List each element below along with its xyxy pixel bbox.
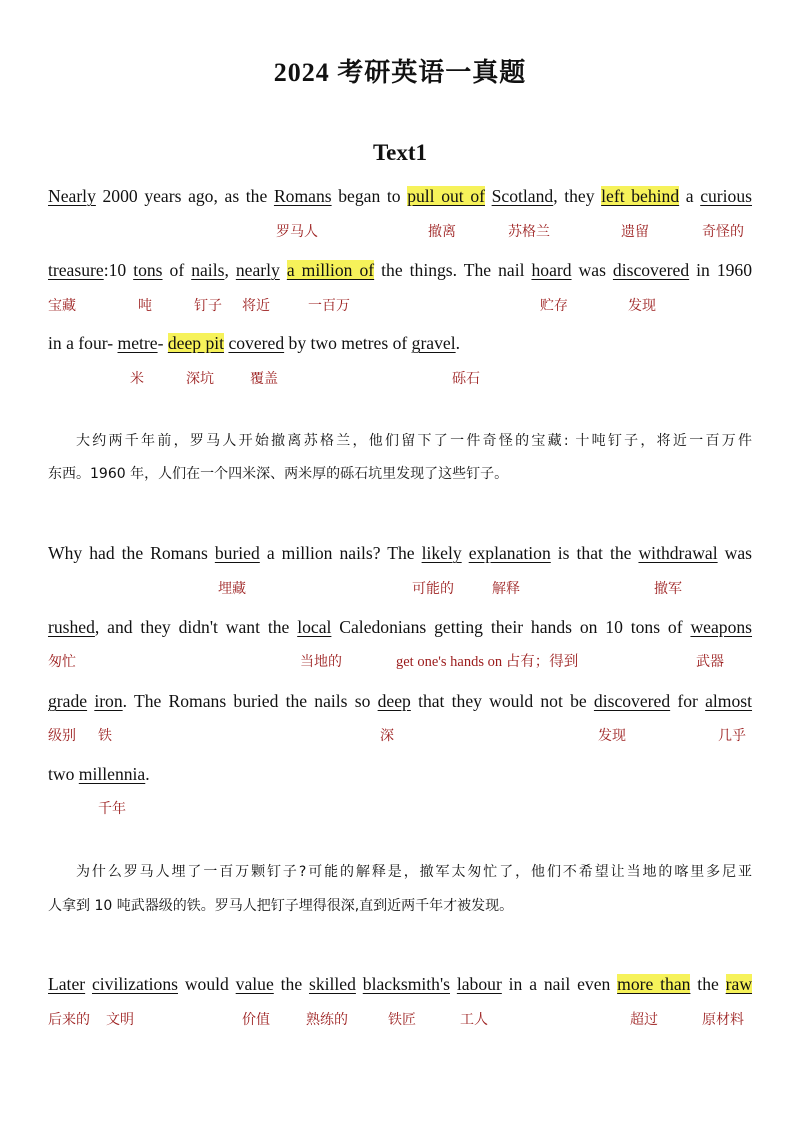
text-segment: - bbox=[157, 333, 168, 353]
vocab-word: withdrawal bbox=[638, 543, 718, 563]
gloss: 价值 bbox=[242, 1012, 270, 1028]
vocab-word: nearly bbox=[235, 260, 280, 280]
text-segment: the things. The nail bbox=[374, 260, 532, 280]
vocab-word: Nearly bbox=[48, 186, 96, 206]
text-segment: two bbox=[48, 764, 79, 784]
vocab-word: hoard bbox=[531, 260, 572, 280]
vocab-word: value bbox=[235, 974, 274, 994]
text-segment: would bbox=[177, 974, 236, 994]
text-segment: was bbox=[717, 543, 753, 563]
p2-translation-line-1: 为什么罗马人埋了一百万颗钉子?可能的解释是，撤军太匆忙了，他们不希望让当地的喀里多尼亚 bbox=[76, 864, 752, 880]
vocab-word: millennia bbox=[78, 764, 146, 784]
vocab-word: blacksmith's bbox=[362, 974, 450, 994]
text-segment bbox=[450, 974, 457, 994]
vocab-word: Romans bbox=[273, 186, 332, 206]
vocab-word: curious bbox=[700, 186, 752, 206]
gloss: 当地的 bbox=[300, 654, 342, 670]
vocab-word: explanation bbox=[468, 543, 551, 563]
gloss: 后来的 bbox=[48, 1012, 90, 1028]
text-segment: began to bbox=[331, 186, 408, 206]
vocab-word: iron bbox=[94, 691, 123, 711]
text-segment: in a nail even bbox=[501, 974, 618, 994]
gloss: 匆忙 bbox=[48, 654, 76, 670]
text-segment: by two metres of bbox=[284, 333, 412, 353]
vocab-word: metre bbox=[117, 333, 158, 353]
gloss: 罗马人 bbox=[276, 224, 318, 240]
gloss: 几乎 bbox=[718, 728, 746, 744]
text-segment: , bbox=[224, 260, 236, 280]
vocab-word: grade bbox=[48, 691, 88, 711]
vocab-word: almost bbox=[705, 691, 753, 711]
vocab-word: more than bbox=[617, 974, 691, 994]
gloss: 宝藏 bbox=[48, 298, 76, 314]
p2-translation-line-2: 人拿到 10 吨武器级的铁。罗马人把钉子埋得很深,直到近两千年才被发现。 bbox=[48, 898, 514, 914]
gloss: get one's hands on 占有；得到 bbox=[396, 654, 579, 670]
text-segment: the bbox=[690, 974, 726, 994]
vocab-word: treasure bbox=[48, 260, 104, 280]
text-segment: a bbox=[679, 186, 701, 206]
text-segment: for bbox=[670, 691, 706, 711]
gloss: 原材料 bbox=[702, 1012, 744, 1028]
gloss: 发现 bbox=[628, 298, 656, 314]
p1-line-1 bbox=[48, 184, 752, 208]
vocab-word: gravel bbox=[411, 333, 456, 353]
page-title: 2024 考研英语一真题 bbox=[273, 58, 527, 87]
gloss: 苏格兰 bbox=[508, 224, 550, 240]
gloss: 千年 bbox=[98, 801, 126, 817]
vocab-word: discovered bbox=[612, 260, 690, 280]
gloss: 工人 bbox=[460, 1012, 488, 1028]
gloss: 铁匠 bbox=[388, 1012, 416, 1028]
p1-translation-line-1: 大约两千年前，罗马人开始撤离苏格兰，他们留下了一件奇怪的宝藏: 十吨钉子，将近一百万件 bbox=[76, 433, 752, 449]
text-segment bbox=[356, 974, 363, 994]
p3-line-1 bbox=[48, 972, 752, 996]
text-segment: in 1960 bbox=[689, 260, 753, 280]
text-segment: . The Romans buried the nails so bbox=[122, 691, 378, 711]
vocab-word: weapons bbox=[690, 617, 753, 637]
text-segment: was bbox=[571, 260, 613, 280]
gloss: 撤离 bbox=[428, 224, 456, 240]
gloss: 遗留 bbox=[621, 224, 649, 240]
text-segment: . bbox=[145, 764, 150, 784]
text-segment: is that the bbox=[550, 543, 639, 563]
vocab-word: civilizations bbox=[91, 974, 178, 994]
vocab-word: labour bbox=[456, 974, 502, 994]
p1-line-2 bbox=[48, 258, 752, 282]
gloss: 奇怪的 bbox=[702, 224, 744, 240]
gloss: 深坑 bbox=[186, 371, 214, 387]
text-segment: Why had the Romans bbox=[48, 543, 215, 563]
gloss: 撤军 bbox=[654, 581, 682, 597]
p1-translation-line-2: 东西。1960 年，人们在一个四米深、两米厚的砾石坑里发现了这些钉子。 bbox=[48, 466, 509, 482]
vocab-word: tons bbox=[133, 260, 163, 280]
vocab-word: Scotland bbox=[491, 186, 554, 206]
text-segment: . bbox=[455, 333, 461, 353]
text-segment: 2000 years ago, as the bbox=[95, 186, 274, 206]
vocab-word: deep pit bbox=[167, 333, 225, 353]
p2-line-2 bbox=[48, 615, 752, 639]
gloss: 武器 bbox=[696, 654, 724, 670]
text-segment bbox=[485, 186, 492, 206]
gloss: 贮存 bbox=[540, 298, 568, 314]
vocab-word: Later bbox=[48, 974, 86, 994]
vocab-word: buried bbox=[214, 543, 260, 563]
gloss: 吨 bbox=[138, 298, 152, 314]
gloss: 深 bbox=[380, 728, 394, 744]
gloss: 文明 bbox=[106, 1012, 134, 1028]
text-segment bbox=[85, 974, 92, 994]
p2-line-4 bbox=[48, 762, 752, 786]
text-segment: :10 bbox=[103, 260, 134, 280]
gloss: 熟练的 bbox=[306, 1012, 348, 1028]
text-segment: that they would not be bbox=[410, 691, 594, 711]
gloss: 米 bbox=[130, 371, 144, 387]
vocab-word: discovered bbox=[593, 691, 671, 711]
text-segment: the bbox=[273, 974, 309, 994]
text-segment: Caledonians getting their hands on 10 tons of bbox=[331, 617, 691, 637]
gloss: 解释 bbox=[492, 581, 520, 597]
gloss: 铁 bbox=[98, 728, 112, 744]
gloss: 一百万 bbox=[308, 298, 350, 314]
text-segment: , they bbox=[553, 186, 602, 206]
text-segment: of bbox=[162, 260, 192, 280]
vocab-word: local bbox=[297, 617, 332, 637]
text-segment: in a four- bbox=[48, 333, 118, 353]
vocab-word: deep bbox=[377, 691, 411, 711]
gloss: 级别 bbox=[48, 728, 76, 744]
vocab-word: a million of bbox=[286, 260, 375, 280]
text-segment bbox=[280, 260, 287, 280]
vocab-word: pull out of bbox=[407, 186, 485, 206]
gloss: 超过 bbox=[630, 1012, 658, 1028]
p2-line-1 bbox=[48, 541, 752, 565]
vocab-word: left behind bbox=[601, 186, 680, 206]
text-segment bbox=[462, 543, 469, 563]
gloss: 埋藏 bbox=[218, 581, 246, 597]
vocab-word: likely bbox=[421, 543, 462, 563]
p2-line-3 bbox=[48, 689, 752, 713]
gloss: 覆盖 bbox=[250, 371, 278, 387]
gloss: 钉子 bbox=[194, 298, 222, 314]
text-segment: a million nails? The bbox=[259, 543, 422, 563]
gloss: 将近 bbox=[242, 298, 270, 314]
vocab-word: nails bbox=[191, 260, 225, 280]
vocab-word: skilled bbox=[308, 974, 356, 994]
vocab-word: covered bbox=[228, 333, 285, 353]
gloss: 砾石 bbox=[452, 371, 480, 387]
section-title: Text1 bbox=[372, 140, 428, 165]
gloss: 发现 bbox=[598, 728, 626, 744]
p1-line-3 bbox=[48, 331, 752, 355]
text-segment: , and they didn't want the bbox=[94, 617, 298, 637]
gloss: 可能的 bbox=[412, 581, 454, 597]
vocab-word: rushed bbox=[48, 617, 95, 637]
vocab-word: raw bbox=[725, 974, 753, 994]
